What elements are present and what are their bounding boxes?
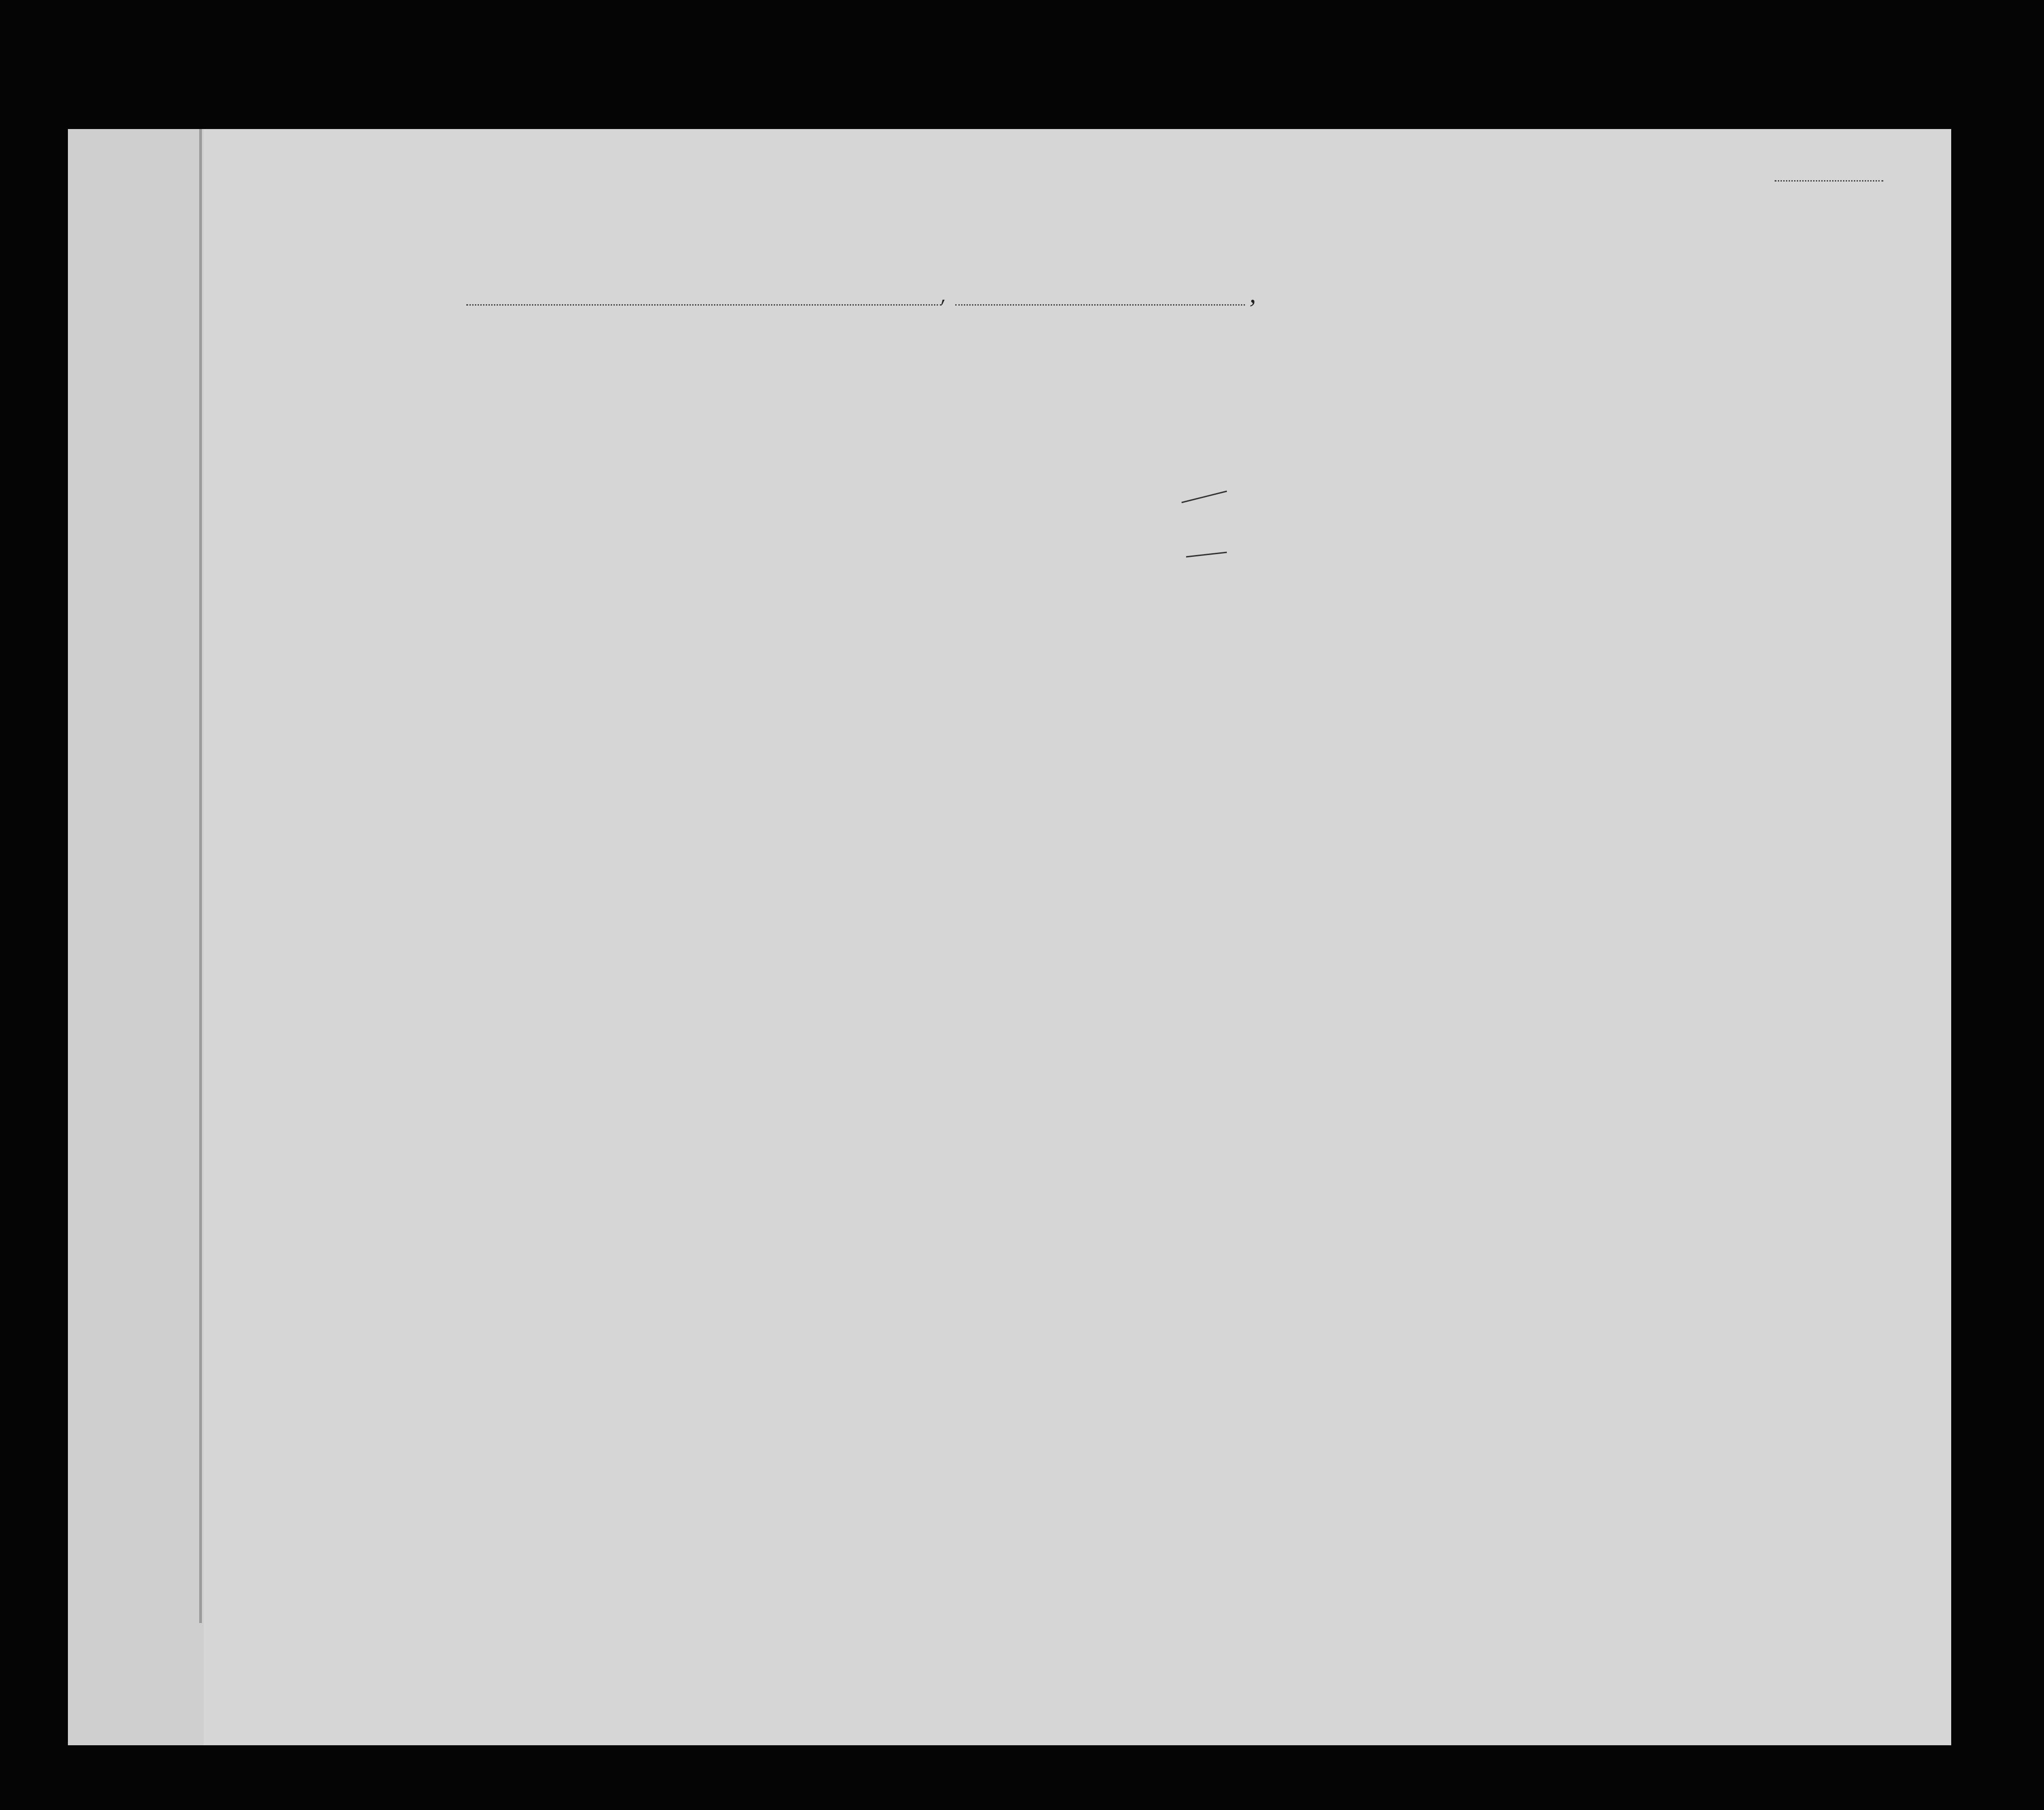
overthrow-header [1410,380,1455,489]
comma-1: , [939,290,949,307]
length-header [1247,383,1265,487]
purpose-a-header [1193,380,1220,489]
deported-header [1505,380,1528,489]
prison-header [1333,380,1360,489]
citizen-header [1302,383,1320,487]
check-mark [1177,489,1231,561]
offer-header [1467,380,1494,489]
